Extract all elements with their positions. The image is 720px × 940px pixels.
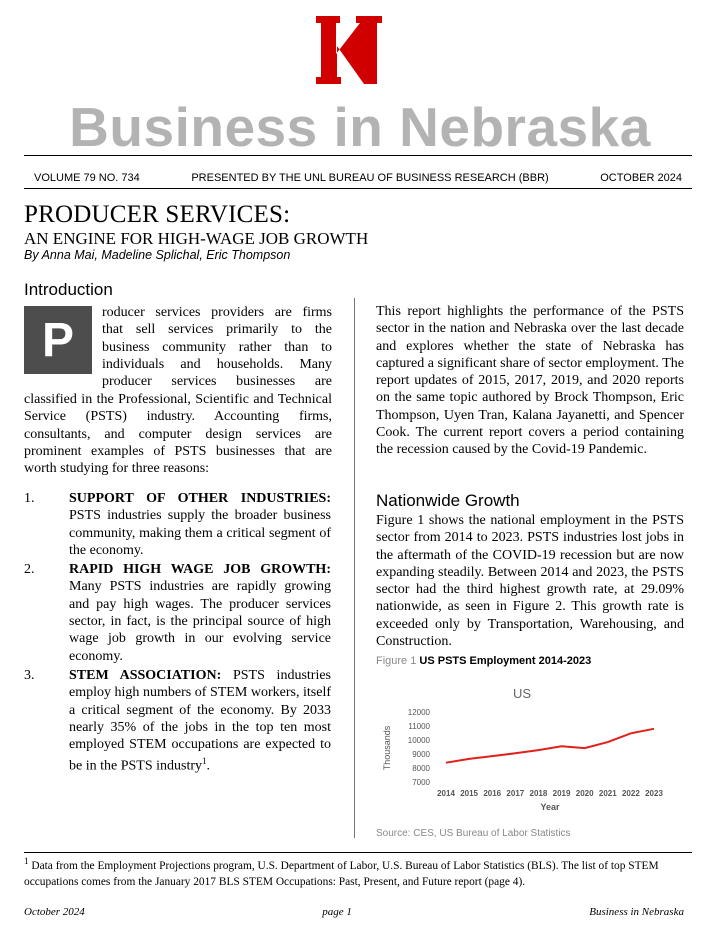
footnote-ref[interactable]: 1 [202,756,207,767]
list-number: 2. [24,562,35,578]
meta-rule [24,188,692,189]
figure-source: Source: CES, US Bureau of Labor Statistics [376,828,571,839]
wrap-line: roducer services providers are firms [102,305,332,320]
list-number: 3. [24,667,35,683]
wrap-line: individuals and households. Many [102,356,332,372]
chart-ytick-label: 9000 [412,750,430,759]
chart-xtick-label: 2014 [437,789,455,798]
chart-ytick-label: 7000 [412,778,430,787]
chart-xtick-label: 2019 [552,789,571,798]
article-subtitle: AN ENGINE FOR HIGH-WAGE JOB GROWTH [24,229,369,248]
nationwide-heading: Nationwide Growth [376,491,520,510]
footnote-text: Data from the Employment Projections program, U.S. Department of Labor, U.S. Bureau of Labor Statistics (BLS). The list of top STEM occupations comes from the January 2017 BLS STEM Occupations: Past, Present, and Future report (page 4). [24,859,659,888]
chart-ytick-label: 12000 [407,708,430,717]
chart-ytick-label: 10000 [407,736,430,745]
reasons-list [24,490,331,777]
chart-xtick-label: 2018 [529,789,548,798]
wrap-line: that sell services primarily to the [102,322,332,338]
list-item-text: Many PSTS industries are rapidly growing and pay high wages. The producer services sector, in fact, is the principal source of high wage job growth in our evolving service economy. [69,579,331,664]
chart-xtick-label: 2022 [621,789,640,798]
masthead-rule [24,155,692,156]
figure-title: US PSTS Employment 2014-2023 [419,655,592,667]
chart-series-line [446,729,654,763]
list-item [24,561,331,665]
logo-n-shape [316,16,382,84]
chart-ytick-label: 8000 [412,764,430,773]
footnote [24,853,690,890]
list-item [24,667,331,775]
wrap-line: business community rather than to [102,339,332,355]
wrap-line: producer services businesses are [102,374,332,390]
article-title: PRODUCER SERVICES: [24,201,291,228]
volume-label: VOLUME 79 NO. 734 [34,172,140,184]
intro-wrap-lines [102,304,332,390]
chart-ytick-label: 11000 [408,722,430,731]
page-footer [24,906,684,918]
column-divider [354,298,355,838]
drop-cap: P [24,306,92,374]
issue-date: OCTOBER 2024 [600,172,682,184]
intro-heading: Introduction [24,280,113,299]
chart-xtick-label: 2023 [645,789,663,798]
presenter-label: PRESENTED BY THE UNL BUREAU OF BUSINESS RESEARCH (BBR) [191,172,549,184]
us-employment-chart [374,676,684,816]
figure-label: Figure 1 [376,655,417,667]
list-item-title: SUPPORT OF OTHER INDUSTRIES: [69,491,331,506]
list-item-title: STEM ASSOCIATION: [69,667,222,683]
right-paragraph: This report highlights the performance of the PSTS sector in the nation and Nebraska over the last decade and explores whether the state of Nebraska has captured a significant share of sector employment. The report updates of 2015, 2017, 2019, and 2020 reports on the same topic authored by Brock Thompson, Eric Thompson, Uyen Tran, Kalana Jayanetti, and Spencer Cook. The current report covers a period containing the recession caused by the Covid-19 Pandemic. [376,304,684,458]
chart-xtick-label: 2016 [483,789,502,798]
footer-date: October 2024 [24,906,85,918]
chart-title: US [512,686,532,701]
chart-xtick-label: 2020 [575,789,594,798]
intro-paragraph: classified in the Professional, Scientific and Technical Service (PSTS) industry. Accounting firms, consultants, and computer design services are prominent examples of PSTS businesses that are worth studying for three reasons: [24,392,332,477]
list-number: 1. [24,491,35,506]
footnote-number: 1 [24,856,29,866]
figure-caption [376,655,591,667]
chart-xlabel: Year [540,802,560,812]
masthead-meta [34,172,682,184]
footer-page: page 1 [322,906,352,918]
chart-xtick-label: 2021 [598,789,617,798]
nebraska-n-logo [314,14,384,86]
chart-ylabel: Thousands [382,725,392,771]
chart-xtick-label: 2015 [460,789,479,798]
chart-xtick-label: 2017 [506,789,525,798]
nationwide-paragraph: Figure 1 shows the national employment in the PSTS sector from 2014 to 2023. PSTS industries lost jobs in the aftermath of the COVID-19 recession but are now expanding steadily. Between 2014 and 2023, the PSTS sector had the third highest growth rate, at 29.09% nationwide, as seen in Figure 2. This growth rate is exceeded only by Transportation, Warehousing, and Construction. [376,513,684,650]
list-item-text: PSTS industries employ high numbers of STEM workers, itself a critical segment of the economy. By 2033 nearly 35% of the jobs in the top ten most employed STEM occupations are expected to be in the PSTS industry [69,667,331,775]
list-item-title: RAPID HIGH WAGE JOB GROWTH: [69,562,331,578]
list-item [24,490,331,559]
masthead-title: Business in Nebraska [69,96,651,158]
list-item-text: PSTS industries supply the broader business community, making them a critical segment of the economy. [69,508,331,558]
footer-publication: Business in Nebraska [589,906,684,918]
list-item-end: . [206,759,211,775]
article-authors: By Anna Mai, Madeline Splichal, Eric Thompson [24,248,291,262]
